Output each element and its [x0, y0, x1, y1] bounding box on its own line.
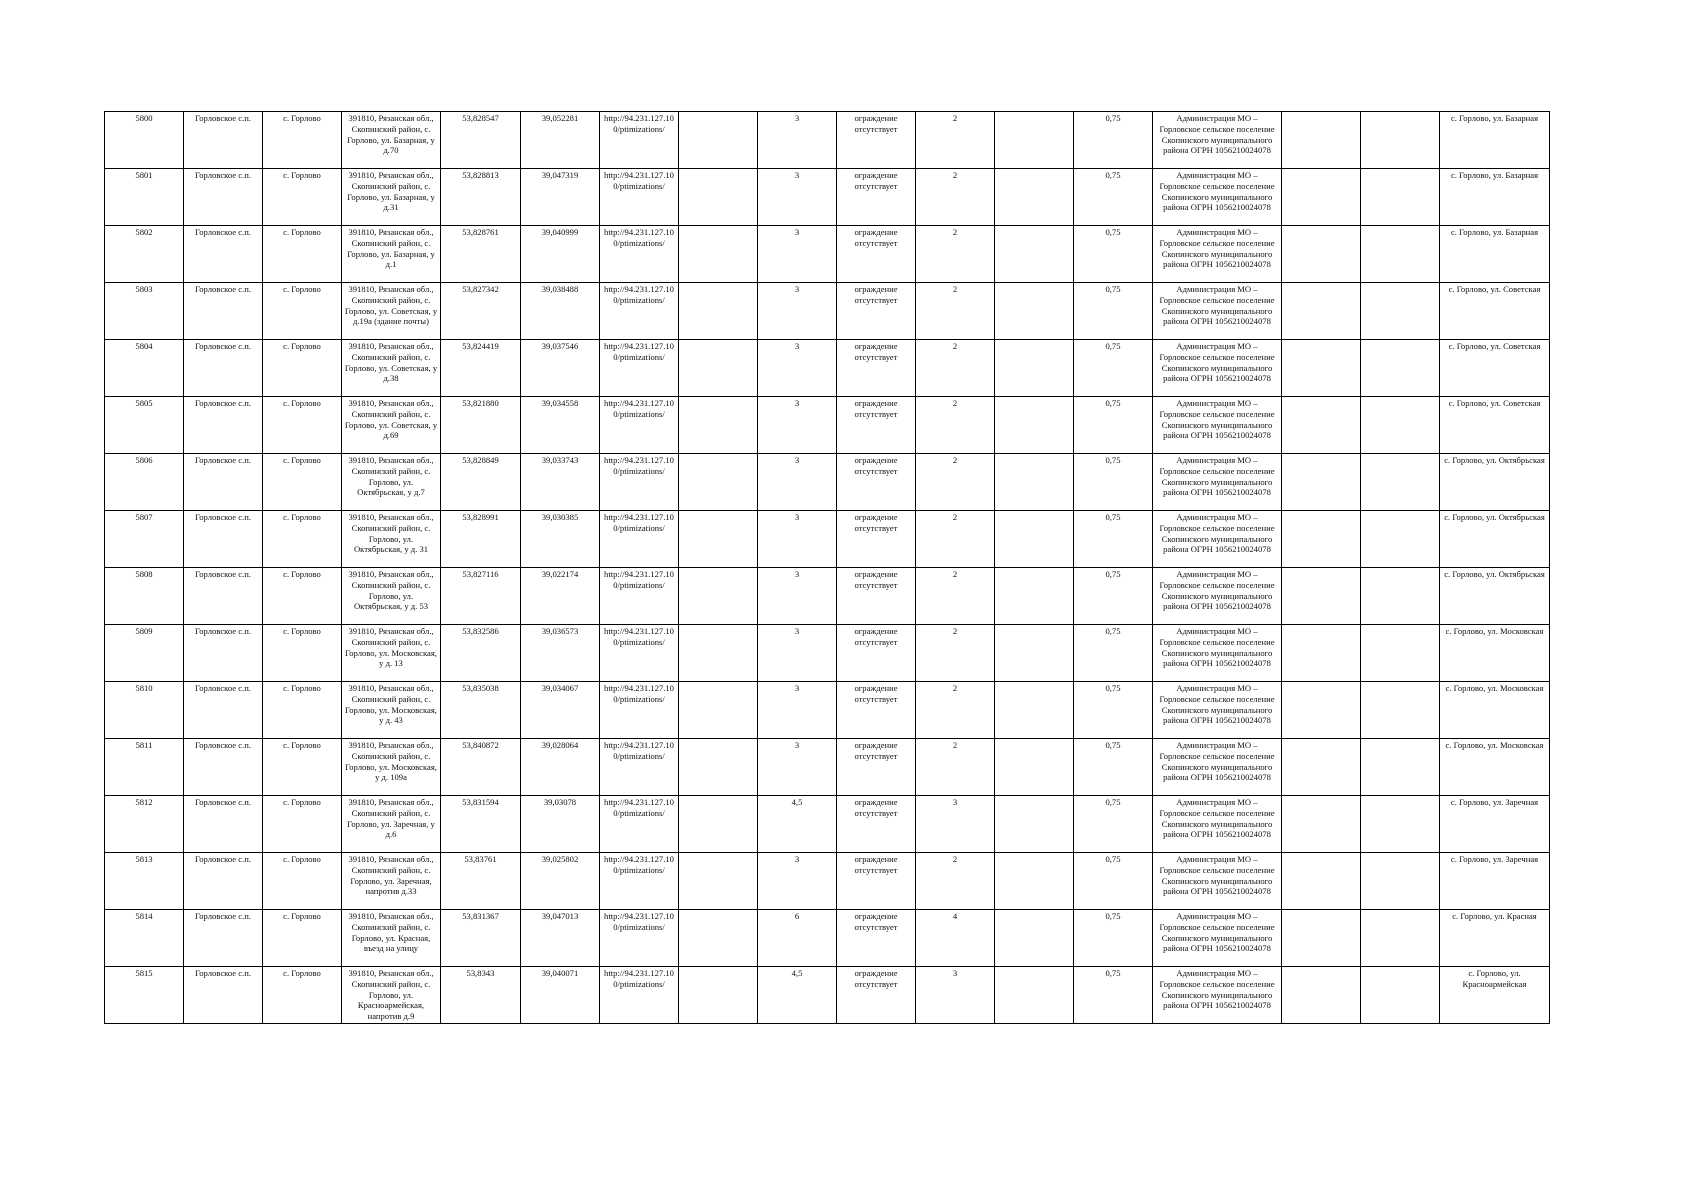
cell-empty: [1282, 739, 1361, 796]
cell-id: 5804: [105, 340, 184, 397]
cell-street: с. Горлово, ул. Базарная: [1440, 169, 1550, 226]
cell-latitude: 53,821880: [441, 397, 521, 454]
cell-longitude: 39,030385: [521, 511, 600, 568]
cell-latitude: 53,827116: [441, 568, 521, 625]
cell-owner: Администрация МО – Горловское сельское поселение Скопинского муниципального района ОГРН 1056210024078: [1153, 625, 1282, 682]
cell-empty: [1361, 910, 1440, 967]
cell-id: 5813: [105, 853, 184, 910]
cell-longitude: 39,028064: [521, 739, 600, 796]
cell-longitude: 39,033743: [521, 454, 600, 511]
cell-fence: ограждение отсутствует: [837, 454, 916, 511]
cell-latitude: 53,828991: [441, 511, 521, 568]
cell-area: 3: [758, 397, 837, 454]
cell-volume: 0,75: [1074, 796, 1153, 853]
table-body: [105, 112, 1550, 1024]
cell-longitude: 39,03078: [521, 796, 600, 853]
cell-empty: [679, 853, 758, 910]
cell-containers: 2: [916, 283, 995, 340]
cell-containers: 2: [916, 739, 995, 796]
cell-empty: [1282, 853, 1361, 910]
cell-empty: [1361, 112, 1440, 169]
cell-empty: [995, 226, 1074, 283]
table-row: [105, 739, 1550, 796]
cell-village: с. Горлово: [263, 739, 342, 796]
cell-empty: [1361, 853, 1440, 910]
cell-id: 5809: [105, 625, 184, 682]
cell-owner: Администрация МО – Горловское сельское поселение Скопинского муниципального района ОГРН 1056210024078: [1153, 511, 1282, 568]
cell-empty: [995, 625, 1074, 682]
cell-address: 391810, Рязанская обл., Скопинский район, с. Горлово, ул. Заречная, напротив д.33: [342, 853, 441, 910]
table-row: [105, 169, 1550, 226]
cell-empty: [1282, 796, 1361, 853]
cell-empty: [1282, 169, 1361, 226]
cell-area: 3: [758, 340, 837, 397]
cell-volume: 0,75: [1074, 340, 1153, 397]
cell-longitude: 39,037546: [521, 340, 600, 397]
cell-settlement: Горловское с.п.: [184, 625, 263, 682]
cell-settlement: Горловское с.п.: [184, 853, 263, 910]
cell-empty: [1282, 226, 1361, 283]
cell-owner: Администрация МО – Горловское сельское поселение Скопинского муниципального района ОГРН 1056210024078: [1153, 397, 1282, 454]
cell-containers: 2: [916, 454, 995, 511]
cell-id: 5805: [105, 397, 184, 454]
cell-containers: 2: [916, 853, 995, 910]
cell-empty: [995, 454, 1074, 511]
cell-latitude: 53,828849: [441, 454, 521, 511]
cell-empty: [679, 454, 758, 511]
cell-address: 391810, Рязанская обл., Скопинский район, с. Горлово, ул. Красная, въезд на улицу: [342, 910, 441, 967]
cell-empty: [995, 169, 1074, 226]
cell-empty: [679, 796, 758, 853]
cell-longitude: 39,047319: [521, 169, 600, 226]
cell-longitude: 39,052281: [521, 112, 600, 169]
cell-empty: [679, 910, 758, 967]
cell-settlement: Горловское с.п.: [184, 511, 263, 568]
cell-address: 391810, Рязанская обл., Скопинский район, с. Горлово, ул. Базарная, у д.1: [342, 226, 441, 283]
cell-empty: [679, 739, 758, 796]
cell-empty: [679, 397, 758, 454]
cell-area: 3: [758, 739, 837, 796]
cell-volume: 0,75: [1074, 226, 1153, 283]
cell-volume: 0,75: [1074, 682, 1153, 739]
cell-address: 391810, Рязанская обл., Скопинский район, с. Горлово, ул. Красноармейская, напротив д.9: [342, 967, 441, 1024]
cell-fence: ограждение отсутствует: [837, 853, 916, 910]
cell-fence: ограждение отсутствует: [837, 226, 916, 283]
table-row: [105, 910, 1550, 967]
cell-empty: [1282, 967, 1361, 1024]
cell-street: с. Горлово, ул. Красноармейская: [1440, 967, 1550, 1024]
cell-empty: [995, 568, 1074, 625]
cell-empty: [1361, 796, 1440, 853]
cell-village: с. Горлово: [263, 340, 342, 397]
cell-latitude: 53,835038: [441, 682, 521, 739]
document-page: [104, 111, 1545, 1024]
cell-address: 391810, Рязанская обл., Скопинский район, с. Горлово, ул. Базарная, у д.70: [342, 112, 441, 169]
cell-street: с. Горлово, ул. Заречная: [1440, 796, 1550, 853]
cell-owner: Администрация МО – Горловское сельское поселение Скопинского муниципального района ОГРН 1056210024078: [1153, 283, 1282, 340]
cell-empty: [995, 112, 1074, 169]
cell-longitude: 39,040999: [521, 226, 600, 283]
cell-area: 3: [758, 682, 837, 739]
cell-area: 4,5: [758, 796, 837, 853]
cell-village: с. Горлово: [263, 853, 342, 910]
cell-latitude: 53,824419: [441, 340, 521, 397]
cell-village: с. Горлово: [263, 112, 342, 169]
cell-longitude: 39,038488: [521, 283, 600, 340]
cell-area: 6: [758, 910, 837, 967]
cell-empty: [1282, 340, 1361, 397]
cell-url-link[interactable]: http://94.231.127.100/ptimizations/: [600, 340, 679, 397]
cell-village: с. Горлово: [263, 967, 342, 1024]
cell-settlement: Горловское с.п.: [184, 910, 263, 967]
cell-id: 5814: [105, 910, 184, 967]
cell-settlement: Горловское с.п.: [184, 112, 263, 169]
cell-empty: [1282, 682, 1361, 739]
cell-id: 5815: [105, 967, 184, 1024]
cell-empty: [679, 967, 758, 1024]
cell-url-link[interactable]: http://94.231.127.100/ptimizations/: [600, 796, 679, 853]
cell-empty: [1282, 511, 1361, 568]
cell-village: с. Горлово: [263, 397, 342, 454]
cell-containers: 2: [916, 169, 995, 226]
table-row: [105, 853, 1550, 910]
cell-empty: [1361, 739, 1440, 796]
cell-fence: ограждение отсутствует: [837, 739, 916, 796]
cell-latitude: 53,828547: [441, 112, 521, 169]
cell-fence: ограждение отсутствует: [837, 397, 916, 454]
cell-empty: [1361, 454, 1440, 511]
cell-fence: ограждение отсутствует: [837, 568, 916, 625]
cell-url-link[interactable]: http://94.231.127.100/ptimizations/: [600, 967, 679, 1024]
cell-address: 391810, Рязанская обл., Скопинский район, с. Горлово, ул. Заречная, у д.6: [342, 796, 441, 853]
cell-settlement: Горловское с.п.: [184, 682, 263, 739]
cell-address: 391810, Рязанская обл., Скопинский район, с. Горлово, ул. Советская, у д.19а (здание почты): [342, 283, 441, 340]
cell-street: с. Горлово, ул. Московская: [1440, 739, 1550, 796]
cell-url-link[interactable]: http://94.231.127.100/ptimizations/: [600, 283, 679, 340]
cell-volume: 0,75: [1074, 169, 1153, 226]
cell-owner: Администрация МО – Горловское сельское поселение Скопинского муниципального района ОГРН 1056210024078: [1153, 340, 1282, 397]
cell-area: 3: [758, 454, 837, 511]
cell-street: с. Горлово, ул. Октябрьская: [1440, 568, 1550, 625]
cell-address: 391810, Рязанская обл., Скопинский район, с. Горлово, ул. Октябрьская, у д.7: [342, 454, 441, 511]
cell-address: 391810, Рязанская обл., Скопинский район, с. Горлово, ул. Базарная, у д.31: [342, 169, 441, 226]
cell-empty: [1282, 910, 1361, 967]
cell-owner: Администрация МО – Горловское сельское поселение Скопинского муниципального района ОГРН 1056210024078: [1153, 226, 1282, 283]
cell-containers: 2: [916, 226, 995, 283]
table-row: [105, 796, 1550, 853]
cell-url-link[interactable]: http://94.231.127.100/ptimizations/: [600, 739, 679, 796]
cell-empty: [1361, 511, 1440, 568]
cell-settlement: Горловское с.п.: [184, 226, 263, 283]
cell-longitude: 39,034067: [521, 682, 600, 739]
cell-address: 391810, Рязанская обл., Скопинский район, с. Горлово, ул. Советская, у д.38: [342, 340, 441, 397]
cell-empty: [995, 739, 1074, 796]
cell-area: 3: [758, 226, 837, 283]
cell-empty: [995, 397, 1074, 454]
cell-id: 5810: [105, 682, 184, 739]
cell-latitude: 53,831594: [441, 796, 521, 853]
cell-url-link[interactable]: http://94.231.127.100/ptimizations/: [600, 853, 679, 910]
cell-village: с. Горлово: [263, 910, 342, 967]
cell-empty: [679, 511, 758, 568]
table-row: [105, 226, 1550, 283]
cell-owner: Администрация МО – Горловское сельское поселение Скопинского муниципального района ОГРН 1056210024078: [1153, 682, 1282, 739]
cell-volume: 0,75: [1074, 511, 1153, 568]
cell-fence: ограждение отсутствует: [837, 967, 916, 1024]
cell-street: с. Горлово, ул. Московская: [1440, 625, 1550, 682]
cell-containers: 2: [916, 397, 995, 454]
cell-address: 391810, Рязанская обл., Скопинский район, с. Горлово, ул. Московская, у д. 109а: [342, 739, 441, 796]
cell-empty: [1361, 625, 1440, 682]
cell-empty: [995, 910, 1074, 967]
table-row: [105, 454, 1550, 511]
cell-settlement: Горловское с.п.: [184, 454, 263, 511]
cell-fence: ограждение отсутствует: [837, 796, 916, 853]
cell-empty: [1282, 568, 1361, 625]
cell-longitude: 39,040071: [521, 967, 600, 1024]
cell-id: 5802: [105, 226, 184, 283]
cell-latitude: 53,832586: [441, 625, 521, 682]
cell-url-link[interactable]: http://94.231.127.100/ptimizations/: [600, 112, 679, 169]
cell-containers: 2: [916, 682, 995, 739]
cell-empty: [1282, 454, 1361, 511]
cell-address: 391810, Рязанская обл., Скопинский район, с. Горлово, ул. Октябрьская, у д. 31: [342, 511, 441, 568]
cell-fence: ограждение отсутствует: [837, 283, 916, 340]
cell-containers: 2: [916, 625, 995, 682]
cell-fence: ограждение отсутствует: [837, 910, 916, 967]
cell-empty: [1361, 340, 1440, 397]
cell-id: 5801: [105, 169, 184, 226]
cell-empty: [679, 625, 758, 682]
table-row: [105, 397, 1550, 454]
cell-street: с. Горлово, ул. Советская: [1440, 283, 1550, 340]
cell-owner: Администрация МО – Горловское сельское поселение Скопинского муниципального района ОГРН 1056210024078: [1153, 169, 1282, 226]
cell-empty: [1361, 397, 1440, 454]
cell-settlement: Горловское с.п.: [184, 169, 263, 226]
cell-settlement: Горловское с.п.: [184, 340, 263, 397]
cell-volume: 0,75: [1074, 112, 1153, 169]
cell-longitude: 39,047013: [521, 910, 600, 967]
cell-empty: [995, 340, 1074, 397]
cell-empty: [1361, 682, 1440, 739]
cell-settlement: Горловское с.п.: [184, 283, 263, 340]
cell-village: с. Горлово: [263, 511, 342, 568]
cell-url-link[interactable]: http://94.231.127.100/ptimizations/: [600, 511, 679, 568]
cell-area: 3: [758, 511, 837, 568]
cell-latitude: 53,831367: [441, 910, 521, 967]
cell-street: с. Горлово, ул. Красная: [1440, 910, 1550, 967]
cell-longitude: 39,025802: [521, 853, 600, 910]
cell-area: 3: [758, 853, 837, 910]
cell-area: 3: [758, 112, 837, 169]
cell-owner: Администрация МО – Горловское сельское поселение Скопинского муниципального района ОГРН 1056210024078: [1153, 853, 1282, 910]
cell-owner: Администрация МО – Горловское сельское поселение Скопинского муниципального района ОГРН 1056210024078: [1153, 112, 1282, 169]
cell-settlement: Горловское с.п.: [184, 397, 263, 454]
cell-id: 5803: [105, 283, 184, 340]
cell-area: 3: [758, 169, 837, 226]
cell-url-link[interactable]: http://94.231.127.100/ptimizations/: [600, 682, 679, 739]
cell-empty: [1361, 967, 1440, 1024]
cell-empty: [679, 169, 758, 226]
cell-volume: 0,75: [1074, 625, 1153, 682]
cell-containers: 2: [916, 112, 995, 169]
cell-empty: [1282, 625, 1361, 682]
cell-empty: [679, 112, 758, 169]
cell-url-link[interactable]: http://94.231.127.100/ptimizations/: [600, 226, 679, 283]
cell-latitude: 53,828761: [441, 226, 521, 283]
cell-id: 5800: [105, 112, 184, 169]
cell-owner: Администрация МО – Горловское сельское поселение Скопинского муниципального района ОГРН 1056210024078: [1153, 568, 1282, 625]
cell-address: 391810, Рязанская обл., Скопинский район, с. Горлово, ул. Московская, у д. 43: [342, 682, 441, 739]
cell-fence: ограждение отсутствует: [837, 511, 916, 568]
cell-village: с. Горлово: [263, 796, 342, 853]
cell-settlement: Горловское с.п.: [184, 568, 263, 625]
cell-fence: ограждение отсутствует: [837, 625, 916, 682]
cell-containers: 2: [916, 511, 995, 568]
cell-containers: 3: [916, 796, 995, 853]
cell-empty: [995, 511, 1074, 568]
cell-longitude: 39,036573: [521, 625, 600, 682]
cell-street: с. Горлово, ул. Советская: [1440, 340, 1550, 397]
table-row: [105, 682, 1550, 739]
cell-owner: Администрация МО – Горловское сельское поселение Скопинского муниципального района ОГРН 1056210024078: [1153, 967, 1282, 1024]
cell-empty: [679, 226, 758, 283]
cell-empty: [1282, 283, 1361, 340]
cell-village: с. Горлово: [263, 226, 342, 283]
cell-latitude: 53,83761: [441, 853, 521, 910]
cell-latitude: 53,827342: [441, 283, 521, 340]
cell-latitude: 53,8343: [441, 967, 521, 1024]
cell-empty: [995, 967, 1074, 1024]
cell-settlement: Горловское с.п.: [184, 739, 263, 796]
cell-id: 5811: [105, 739, 184, 796]
cell-volume: 0,75: [1074, 853, 1153, 910]
cell-empty: [1282, 112, 1361, 169]
cell-village: с. Горлово: [263, 454, 342, 511]
cell-area: 3: [758, 625, 837, 682]
cell-id: 5806: [105, 454, 184, 511]
cell-url-link[interactable]: http://94.231.127.100/ptimizations/: [600, 454, 679, 511]
cell-street: с. Горлово, ул. Базарная: [1440, 112, 1550, 169]
cell-village: с. Горлово: [263, 169, 342, 226]
cell-settlement: Горловское с.п.: [184, 967, 263, 1024]
table-row: [105, 967, 1550, 1024]
cell-id: 5812: [105, 796, 184, 853]
cell-empty: [1361, 283, 1440, 340]
cell-empty: [1361, 226, 1440, 283]
cell-empty: [679, 340, 758, 397]
cell-containers: 4: [916, 910, 995, 967]
table-row: [105, 283, 1550, 340]
cell-owner: Администрация МО – Горловское сельское поселение Скопинского муниципального района ОГРН 1056210024078: [1153, 454, 1282, 511]
cell-street: с. Горлово, ул. Московская: [1440, 682, 1550, 739]
cell-empty: [995, 283, 1074, 340]
cell-url-link[interactable]: http://94.231.127.100/ptimizations/: [600, 568, 679, 625]
cell-village: с. Горлово: [263, 283, 342, 340]
cell-latitude: 53,840872: [441, 739, 521, 796]
cell-url-link[interactable]: http://94.231.127.100/ptimizations/: [600, 625, 679, 682]
cell-owner: Администрация МО – Горловское сельское поселение Скопинского муниципального района ОГРН 1056210024078: [1153, 796, 1282, 853]
cell-empty: [1361, 169, 1440, 226]
table-row: [105, 511, 1550, 568]
cell-volume: 0,75: [1074, 568, 1153, 625]
cell-empty: [679, 283, 758, 340]
cell-address: 391810, Рязанская обл., Скопинский район, с. Горлово, ул. Октябрьская, у д. 53: [342, 568, 441, 625]
cell-longitude: 39,034558: [521, 397, 600, 454]
cell-area: 3: [758, 568, 837, 625]
cell-address: 391810, Рязанская обл., Скопинский район, с. Горлово, ул. Московская, у д. 13: [342, 625, 441, 682]
cell-containers: 2: [916, 340, 995, 397]
cell-volume: 0,75: [1074, 283, 1153, 340]
table-row: [105, 568, 1550, 625]
cell-fence: ограждение отсутствует: [837, 169, 916, 226]
table-row: [105, 340, 1550, 397]
cell-empty: [995, 796, 1074, 853]
cell-street: с. Горлово, ул. Советская: [1440, 397, 1550, 454]
cell-area: 4,5: [758, 967, 837, 1024]
cell-url-link[interactable]: http://94.231.127.100/ptimizations/: [600, 910, 679, 967]
cell-area: 3: [758, 283, 837, 340]
cell-latitude: 53,828813: [441, 169, 521, 226]
table-row: [105, 112, 1550, 169]
cell-empty: [995, 682, 1074, 739]
cell-empty: [995, 853, 1074, 910]
cell-fence: ограждение отсутствует: [837, 340, 916, 397]
cell-address: 391810, Рязанская обл., Скопинский район, с. Горлово, ул. Советская, у д.69: [342, 397, 441, 454]
cell-containers: 3: [916, 967, 995, 1024]
cell-fence: ограждение отсутствует: [837, 682, 916, 739]
cell-url-link[interactable]: http://94.231.127.100/ptimizations/: [600, 169, 679, 226]
cell-fence: ограждение отсутствует: [837, 112, 916, 169]
cell-empty: [679, 568, 758, 625]
cell-empty: [1361, 568, 1440, 625]
cell-settlement: Горловское с.п.: [184, 796, 263, 853]
cell-longitude: 39,022174: [521, 568, 600, 625]
cell-owner: Администрация МО – Горловское сельское поселение Скопинского муниципального района ОГРН 1056210024078: [1153, 739, 1282, 796]
cell-containers: 2: [916, 568, 995, 625]
waste-sites-table: [104, 111, 1550, 1024]
cell-street: с. Горлово, ул. Заречная: [1440, 853, 1550, 910]
cell-empty: [1282, 397, 1361, 454]
cell-volume: 0,75: [1074, 454, 1153, 511]
cell-id: 5808: [105, 568, 184, 625]
cell-volume: 0,75: [1074, 739, 1153, 796]
table-row: [105, 625, 1550, 682]
cell-id: 5807: [105, 511, 184, 568]
cell-village: с. Горлово: [263, 625, 342, 682]
cell-volume: 0,75: [1074, 397, 1153, 454]
cell-owner: Администрация МО – Горловское сельское поселение Скопинского муниципального района ОГРН 1056210024078: [1153, 910, 1282, 967]
cell-volume: 0,75: [1074, 910, 1153, 967]
cell-url-link[interactable]: http://94.231.127.100/ptimizations/: [600, 397, 679, 454]
cell-volume: 0,75: [1074, 967, 1153, 1024]
cell-street: с. Горлово, ул. Базарная: [1440, 226, 1550, 283]
cell-village: с. Горлово: [263, 568, 342, 625]
cell-empty: [679, 682, 758, 739]
cell-street: с. Горлово, ул. Октябрьская: [1440, 454, 1550, 511]
cell-village: с. Горлово: [263, 682, 342, 739]
cell-street: с. Горлово, ул. Октябрьская: [1440, 511, 1550, 568]
